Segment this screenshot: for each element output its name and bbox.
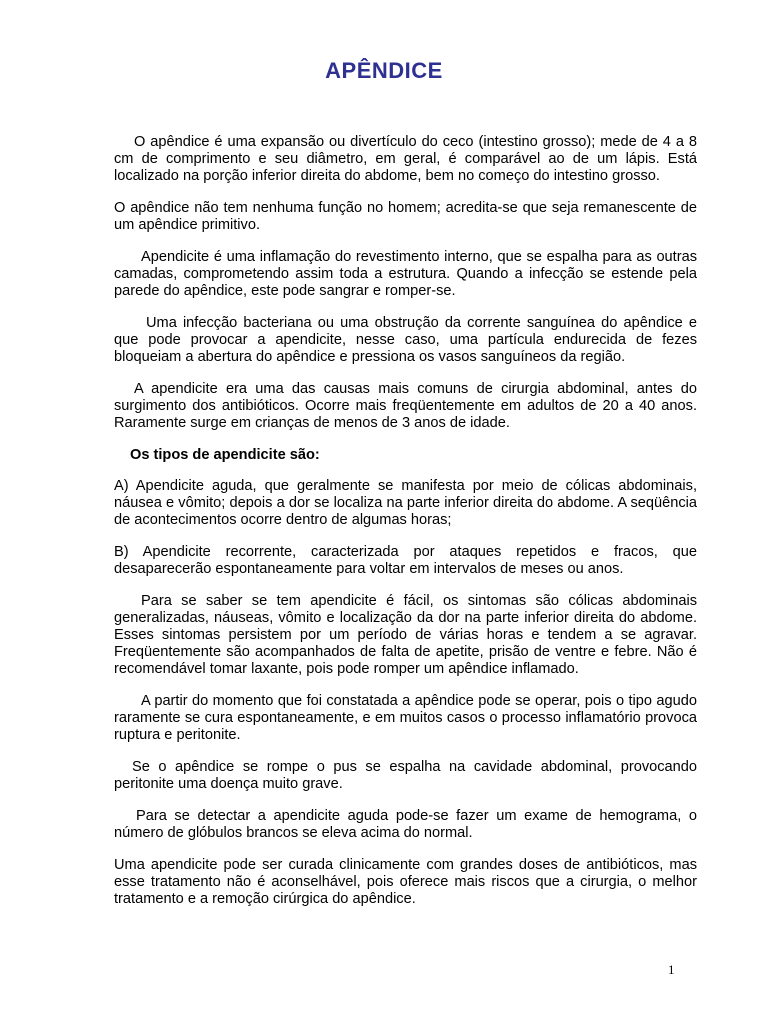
page-number: 1 bbox=[668, 962, 675, 977]
paragraph-treatment: Uma apendicite pode ser curada clinicamente com grandes doses de antibióticos, mas esse tratamento não é aconselhável, pois oferece mais riscos que a cirurgia, o melhor tratamento e a remoção cirúrgica do apêndice. bbox=[114, 857, 697, 907]
paragraph-type-b: B) Apendicite recorrente, caracterizada por ataques repetidos e fracos, que desaparecerão espontaneamente para voltar em intervalos de meses ou anos. bbox=[114, 544, 697, 577]
paragraph-appendicitis-definition: Apendicite é uma inflamação do revestimento interno, que se espalha para as outras camadas, comprometendo assim toda a estrutura. Quando a infecção se estende pela parede do apêndice, este pode sangrar e romper-se. bbox=[114, 249, 697, 299]
paragraph-type-a: A) Apendicite aguda, que geralmente se manifesta por meio de cólicas abdominais, náusea e vômito; depois a dor se localiza na parte inferior direita do abdome. A seqüência de acontecimentos ocorre dentro de algumas horas; bbox=[114, 478, 697, 528]
section-heading-types: Os tipos de apendicite são: bbox=[130, 447, 320, 463]
paragraph-function: O apêndice não tem nenhuma função no homem; acredita-se que seja remanescente de um apêndice primitivo. bbox=[114, 200, 697, 233]
paragraph-causes: Uma infecção bacteriana ou uma obstrução da corrente sanguínea do apêndice e que pode provocar a apendicite, nesse caso, uma partícula endurecida de fezes bloqueiam a abertura do apêndice e pressiona os vasos sanguíneos da região. bbox=[114, 315, 697, 365]
document-title: APÊNDICE bbox=[325, 58, 443, 83]
document-body bbox=[114, 134, 697, 923]
paragraph-symptoms: Para se saber se tem apendicite é fácil, os sintomas são cólicas abdominais generalizadas, náuseas, vômito e localização da dor na parte inferior direita do abdome. Esses sintomas persistem por um período de várias horas e tendem a se agravar. Freqüentemente são acompanhados de falta de apetite, prisão de ventre e febre. Não é recomendável tomar laxante, pois pode romper um apêndice inflamado. bbox=[114, 593, 697, 677]
paragraph-history: A apendicite era uma das causas mais comuns de cirurgia abdominal, antes do surgimento dos antibióticos. Ocorre mais freqüentemente em adultos de 20 a 40 anos. Raramente surge em crianças de menos de 3 anos de idade. bbox=[114, 381, 697, 431]
paragraph-rupture: Se o apêndice se rompe o pus se espalha na cavidade abdominal, provocando peritonite uma doença muito grave. bbox=[114, 759, 697, 792]
paragraph-detection: Para se detectar a apendicite aguda pode-se fazer um exame de hemograma, o número de glóbulos brancos se eleva acima do normal. bbox=[114, 808, 697, 841]
paragraph-intro: O apêndice é uma expansão ou divertículo do ceco (intestino grosso); mede de 4 a 8 cm de comprimento e seu diâmetro, em geral, é comparável ao de um lápis. Está localizado na porção inferior direita do abdome, bem no começo do intestino grosso. bbox=[114, 134, 697, 184]
paragraph-surgery: A partir do momento que foi constatada a apêndice pode se operar, pois o tipo agudo raramente se cura espontaneamente, e em muitos casos o processo inflamatório provoca ruptura e peritonite. bbox=[114, 693, 697, 743]
